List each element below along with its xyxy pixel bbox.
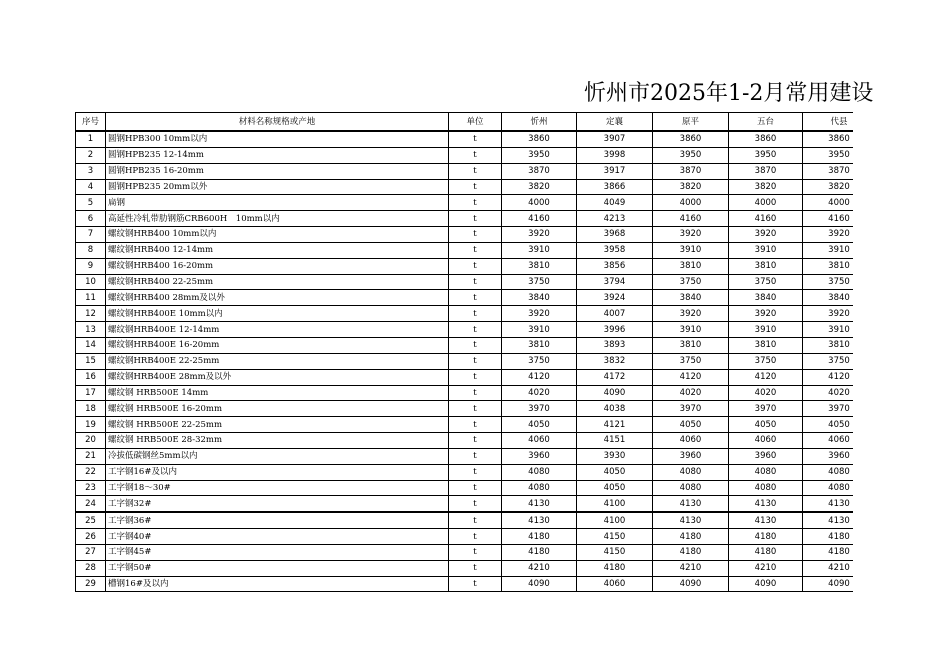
price-yuanping-cell: 3810: [653, 258, 729, 274]
price-wutai-cell: 3750: [729, 274, 803, 290]
price-daixian-cell: 4090: [803, 576, 854, 592]
price-xinzhou-cell: 3860: [502, 131, 577, 147]
table-row: [76, 512, 854, 528]
price-xinzhou-cell: 3840: [502, 290, 577, 306]
price-dingxiang-cell: 3998: [577, 147, 653, 163]
unit-cell: t: [449, 147, 502, 163]
unit-cell: t: [449, 401, 502, 417]
price-table: [75, 112, 853, 592]
price-xinzhou-cell: 4120: [502, 369, 577, 385]
price-yuanping-cell: 3750: [653, 274, 729, 290]
row-number-cell: 9: [76, 258, 106, 274]
price-yuanping-cell: 4180: [653, 544, 729, 560]
material-name-cell: 工字钢16#及以内: [106, 464, 449, 480]
price-xinzhou-cell: 4130: [502, 496, 577, 512]
price-daixian-cell: 4000: [803, 195, 854, 211]
col-header-name: 材料名称规格或产地: [106, 113, 449, 132]
unit-cell: t: [449, 369, 502, 385]
table-row: [76, 353, 854, 369]
price-wutai-cell: 4000: [729, 195, 803, 211]
row-number-cell: 29: [76, 576, 106, 592]
price-yuanping-cell: 3950: [653, 147, 729, 163]
table-row: [76, 258, 854, 274]
price-xinzhou-cell: 4060: [502, 433, 577, 449]
price-xinzhou-cell: 4090: [502, 576, 577, 592]
price-daixian-cell: 3840: [803, 290, 854, 306]
material-name-cell: 槽钢16#及以内: [106, 576, 449, 592]
price-dingxiang-cell: 4038: [577, 401, 653, 417]
price-daixian-cell: 3970: [803, 401, 854, 417]
price-yuanping-cell: 3970: [653, 401, 729, 417]
price-daixian-cell: 4080: [803, 480, 854, 496]
row-number-cell: 26: [76, 529, 106, 545]
table-row: [76, 163, 854, 179]
price-dingxiang-cell: 3866: [577, 179, 653, 195]
unit-cell: t: [449, 195, 502, 211]
price-wutai-cell: 3960: [729, 448, 803, 464]
row-number-cell: 3: [76, 163, 106, 179]
price-dingxiang-cell: 3968: [577, 227, 653, 243]
material-name-cell: 螺纹钢HRB400 28mm及以外: [106, 290, 449, 306]
row-number-cell: 19: [76, 417, 106, 433]
price-yuanping-cell: 4080: [653, 480, 729, 496]
row-number-cell: 2: [76, 147, 106, 163]
price-daixian-cell: 3920: [803, 227, 854, 243]
price-daixian-cell: 3820: [803, 179, 854, 195]
table-row: [76, 179, 854, 195]
price-xinzhou-cell: 3920: [502, 227, 577, 243]
table-row: [76, 417, 854, 433]
table-row: [76, 401, 854, 417]
unit-cell: t: [449, 544, 502, 560]
material-name-cell: 高延性冷轧带肋钢筋CRB600H 10mm以内: [106, 211, 449, 227]
price-xinzhou-cell: 4130: [502, 512, 577, 528]
row-number-cell: 17: [76, 385, 106, 401]
col-header-wutai: 五台: [729, 113, 803, 132]
price-daixian-cell: 3910: [803, 322, 854, 338]
material-name-cell: 螺纹钢HRB400 12-14mm: [106, 242, 449, 258]
table-row: [76, 242, 854, 258]
price-dingxiang-cell: 4121: [577, 417, 653, 433]
price-wutai-cell: 3920: [729, 306, 803, 322]
price-wutai-cell: 3810: [729, 337, 803, 353]
price-yuanping-cell: 4090: [653, 576, 729, 592]
unit-cell: t: [449, 353, 502, 369]
price-wutai-cell: 3950: [729, 147, 803, 163]
price-xinzhou-cell: 3970: [502, 401, 577, 417]
table-body: [76, 131, 854, 592]
table-row: [76, 560, 854, 576]
price-wutai-cell: 3750: [729, 353, 803, 369]
material-name-cell: 螺纹钢 HRB500E 28-32mm: [106, 433, 449, 449]
table-row: [76, 496, 854, 512]
material-name-cell: 螺纹钢HRB400 10mm以内: [106, 227, 449, 243]
col-header-xinzhou: 忻州: [502, 113, 577, 132]
price-yuanping-cell: 4210: [653, 560, 729, 576]
material-name-cell: 圆钢HPB235 12-14mm: [106, 147, 449, 163]
price-yuanping-cell: 3910: [653, 242, 729, 258]
price-daixian-cell: 3810: [803, 337, 854, 353]
price-xinzhou-cell: 4020: [502, 385, 577, 401]
price-xinzhou-cell: 3810: [502, 258, 577, 274]
table-row: [76, 576, 854, 592]
price-daixian-cell: 3950: [803, 147, 854, 163]
price-daixian-cell: 4050: [803, 417, 854, 433]
price-xinzhou-cell: 4080: [502, 480, 577, 496]
row-number-cell: 18: [76, 401, 106, 417]
material-name-cell: 螺纹钢HRB400E 28mm及以外: [106, 369, 449, 385]
price-wutai-cell: 3860: [729, 131, 803, 147]
price-wutai-cell: 3870: [729, 163, 803, 179]
price-xinzhou-cell: 3950: [502, 147, 577, 163]
row-number-cell: 22: [76, 464, 106, 480]
unit-cell: t: [449, 560, 502, 576]
unit-cell: t: [449, 576, 502, 592]
table-row: [76, 480, 854, 496]
price-wutai-cell: 3840: [729, 290, 803, 306]
row-number-cell: 12: [76, 306, 106, 322]
table-row: [76, 131, 854, 147]
unit-cell: t: [449, 480, 502, 496]
material-name-cell: 工字钢36#: [106, 512, 449, 528]
price-xinzhou-cell: 3750: [502, 274, 577, 290]
price-dingxiang-cell: 4007: [577, 306, 653, 322]
unit-cell: t: [449, 131, 502, 147]
price-yuanping-cell: 4060: [653, 433, 729, 449]
price-dingxiang-cell: 3907: [577, 131, 653, 147]
price-yuanping-cell: 3820: [653, 179, 729, 195]
unit-cell: t: [449, 448, 502, 464]
price-daixian-cell: 4160: [803, 211, 854, 227]
price-dingxiang-cell: 4050: [577, 480, 653, 496]
unit-cell: t: [449, 417, 502, 433]
price-daixian-cell: 4080: [803, 464, 854, 480]
price-daixian-cell: 3920: [803, 306, 854, 322]
table-row: [76, 529, 854, 545]
price-daixian-cell: 4180: [803, 529, 854, 545]
price-yuanping-cell: 3960: [653, 448, 729, 464]
price-xinzhou-cell: 4000: [502, 195, 577, 211]
material-name-cell: 圆钢HPB235 20mm以外: [106, 179, 449, 195]
table-row: [76, 337, 854, 353]
row-number-cell: 1: [76, 131, 106, 147]
row-number-cell: 11: [76, 290, 106, 306]
price-wutai-cell: 3910: [729, 322, 803, 338]
price-wutai-cell: 4020: [729, 385, 803, 401]
table-row: [76, 147, 854, 163]
price-yuanping-cell: 3750: [653, 353, 729, 369]
row-number-cell: 24: [76, 496, 106, 512]
price-daixian-cell: 3960: [803, 448, 854, 464]
table-row: [76, 448, 854, 464]
price-wutai-cell: 4120: [729, 369, 803, 385]
row-number-cell: 20: [76, 433, 106, 449]
price-wutai-cell: 4130: [729, 496, 803, 512]
material-name-cell: 冷拔低碳钢丝5mm以内: [106, 448, 449, 464]
price-daixian-cell: 4210: [803, 560, 854, 576]
table-row: [76, 274, 854, 290]
material-name-cell: 工字钢18～30#: [106, 480, 449, 496]
row-number-cell: 15: [76, 353, 106, 369]
col-header-unit: 单位: [449, 113, 502, 132]
unit-cell: t: [449, 290, 502, 306]
price-wutai-cell: 4160: [729, 211, 803, 227]
price-xinzhou-cell: 3960: [502, 448, 577, 464]
material-name-cell: 螺纹钢HRB400E 22-25mm: [106, 353, 449, 369]
price-dingxiang-cell: 3856: [577, 258, 653, 274]
price-wutai-cell: 3920: [729, 227, 803, 243]
price-yuanping-cell: 3840: [653, 290, 729, 306]
price-wutai-cell: 4060: [729, 433, 803, 449]
table-row: [76, 290, 854, 306]
row-number-cell: 21: [76, 448, 106, 464]
row-number-cell: 16: [76, 369, 106, 385]
price-dingxiang-cell: 4150: [577, 544, 653, 560]
price-daixian-cell: 4060: [803, 433, 854, 449]
price-xinzhou-cell: 3750: [502, 353, 577, 369]
col-header-no: 序号: [76, 113, 106, 132]
table-row: [76, 544, 854, 560]
price-wutai-cell: 4180: [729, 544, 803, 560]
price-yuanping-cell: 4050: [653, 417, 729, 433]
table-row: [76, 227, 854, 243]
col-header-dingxiang: 定襄: [577, 113, 653, 132]
price-dingxiang-cell: 4100: [577, 496, 653, 512]
material-name-cell: 螺纹钢HRB400E 16-20mm: [106, 337, 449, 353]
page-title: 忻州市2025年1-2月常用建设: [584, 81, 874, 106]
row-number-cell: 8: [76, 242, 106, 258]
price-wutai-cell: 4050: [729, 417, 803, 433]
row-number-cell: 13: [76, 322, 106, 338]
price-dingxiang-cell: 3832: [577, 353, 653, 369]
price-xinzhou-cell: 3910: [502, 322, 577, 338]
material-name-cell: 螺纹钢HRB400E 12-14mm: [106, 322, 449, 338]
unit-cell: t: [449, 433, 502, 449]
unit-cell: t: [449, 496, 502, 512]
price-xinzhou-cell: 3920: [502, 306, 577, 322]
row-number-cell: 27: [76, 544, 106, 560]
material-name-cell: 圆钢HPB235 16-20mm: [106, 163, 449, 179]
price-daixian-cell: 3870: [803, 163, 854, 179]
price-wutai-cell: 3910: [729, 242, 803, 258]
material-name-cell: 螺纹钢HRB400E 10mm以内: [106, 306, 449, 322]
material-name-cell: 螺纹钢HRB400 16-20mm: [106, 258, 449, 274]
table-row: [76, 195, 854, 211]
price-xinzhou-cell: 4210: [502, 560, 577, 576]
material-name-cell: 螺纹钢 HRB500E 16-20mm: [106, 401, 449, 417]
price-dingxiang-cell: 3893: [577, 337, 653, 353]
price-daixian-cell: 4130: [803, 512, 854, 528]
price-daixian-cell: 4180: [803, 544, 854, 560]
price-yuanping-cell: 4180: [653, 529, 729, 545]
price-xinzhou-cell: 3810: [502, 337, 577, 353]
price-dingxiang-cell: 4180: [577, 560, 653, 576]
material-name-cell: 工字钢32#: [106, 496, 449, 512]
unit-cell: t: [449, 306, 502, 322]
row-number-cell: 14: [76, 337, 106, 353]
price-yuanping-cell: 4000: [653, 195, 729, 211]
material-name-cell: 工字钢45#: [106, 544, 449, 560]
price-dingxiang-cell: 4151: [577, 433, 653, 449]
price-wutai-cell: 4180: [729, 529, 803, 545]
table-row: [76, 385, 854, 401]
price-yuanping-cell: 3810: [653, 337, 729, 353]
unit-cell: t: [449, 385, 502, 401]
price-yuanping-cell: 4020: [653, 385, 729, 401]
price-yuanping-cell: 4120: [653, 369, 729, 385]
unit-cell: t: [449, 179, 502, 195]
price-daixian-cell: 3750: [803, 353, 854, 369]
price-xinzhou-cell: 4080: [502, 464, 577, 480]
price-xinzhou-cell: 3820: [502, 179, 577, 195]
price-dingxiang-cell: 3924: [577, 290, 653, 306]
price-yuanping-cell: 4080: [653, 464, 729, 480]
row-number-cell: 7: [76, 227, 106, 243]
unit-cell: t: [449, 163, 502, 179]
price-wutai-cell: 3820: [729, 179, 803, 195]
price-xinzhou-cell: 3910: [502, 242, 577, 258]
price-dingxiang-cell: 4172: [577, 369, 653, 385]
price-xinzhou-cell: 3870: [502, 163, 577, 179]
material-name-cell: 圆钢HPB300 10mm以内: [106, 131, 449, 147]
price-daixian-cell: 3810: [803, 258, 854, 274]
row-number-cell: 28: [76, 560, 106, 576]
row-number-cell: 4: [76, 179, 106, 195]
price-daixian-cell: 3750: [803, 274, 854, 290]
price-xinzhou-cell: 4180: [502, 544, 577, 560]
price-daixian-cell: 3910: [803, 242, 854, 258]
price-yuanping-cell: 3920: [653, 227, 729, 243]
table-row: [76, 369, 854, 385]
table-row: [76, 211, 854, 227]
price-dingxiang-cell: 4060: [577, 576, 653, 592]
row-number-cell: 10: [76, 274, 106, 290]
price-xinzhou-cell: 4180: [502, 529, 577, 545]
material-name-cell: 工字钢40#: [106, 529, 449, 545]
price-daixian-cell: 4120: [803, 369, 854, 385]
price-dingxiang-cell: 3917: [577, 163, 653, 179]
unit-cell: t: [449, 337, 502, 353]
price-wutai-cell: 3810: [729, 258, 803, 274]
header-row: [76, 113, 854, 132]
unit-cell: t: [449, 258, 502, 274]
price-xinzhou-cell: 4050: [502, 417, 577, 433]
price-wutai-cell: 3970: [729, 401, 803, 417]
price-yuanping-cell: 4130: [653, 512, 729, 528]
table-row: [76, 306, 854, 322]
price-dingxiang-cell: 3958: [577, 242, 653, 258]
unit-cell: t: [449, 529, 502, 545]
row-number-cell: 5: [76, 195, 106, 211]
price-yuanping-cell: 3910: [653, 322, 729, 338]
unit-cell: t: [449, 274, 502, 290]
price-dingxiang-cell: 3996: [577, 322, 653, 338]
price-yuanping-cell: 3870: [653, 163, 729, 179]
price-yuanping-cell: 4160: [653, 211, 729, 227]
material-name-cell: 螺纹钢HRB400 22-25mm: [106, 274, 449, 290]
price-yuanping-cell: 3920: [653, 306, 729, 322]
row-number-cell: 6: [76, 211, 106, 227]
row-number-cell: 23: [76, 480, 106, 496]
price-wutai-cell: 4130: [729, 512, 803, 528]
unit-cell: t: [449, 242, 502, 258]
row-number-cell: 25: [76, 512, 106, 528]
col-header-daixian: 代县: [803, 113, 854, 132]
unit-cell: t: [449, 322, 502, 338]
material-name-cell: 螺纹钢 HRB500E 22-25mm: [106, 417, 449, 433]
table-row: [76, 433, 854, 449]
unit-cell: t: [449, 464, 502, 480]
price-daixian-cell: 4130: [803, 496, 854, 512]
price-daixian-cell: 3860: [803, 131, 854, 147]
col-header-yuanping: 原平: [653, 113, 729, 132]
table-row: [76, 464, 854, 480]
unit-cell: t: [449, 227, 502, 243]
price-dingxiang-cell: 4050: [577, 464, 653, 480]
price-wutai-cell: 4090: [729, 576, 803, 592]
material-name-cell: 工字钢50#: [106, 560, 449, 576]
material-name-cell: 螺纹钢 HRB500E 14mm: [106, 385, 449, 401]
price-dingxiang-cell: 3794: [577, 274, 653, 290]
price-daixian-cell: 4020: [803, 385, 854, 401]
price-yuanping-cell: 4130: [653, 496, 729, 512]
price-dingxiang-cell: 4090: [577, 385, 653, 401]
unit-cell: t: [449, 512, 502, 528]
price-dingxiang-cell: 4213: [577, 211, 653, 227]
price-xinzhou-cell: 4160: [502, 211, 577, 227]
price-yuanping-cell: 3860: [653, 131, 729, 147]
price-wutai-cell: 4080: [729, 480, 803, 496]
unit-cell: t: [449, 211, 502, 227]
price-dingxiang-cell: 4100: [577, 512, 653, 528]
price-dingxiang-cell: 3930: [577, 448, 653, 464]
price-dingxiang-cell: 4049: [577, 195, 653, 211]
table-row: [76, 322, 854, 338]
price-dingxiang-cell: 4150: [577, 529, 653, 545]
price-wutai-cell: 4210: [729, 560, 803, 576]
price-wutai-cell: 4080: [729, 464, 803, 480]
material-name-cell: 扁钢: [106, 195, 449, 211]
